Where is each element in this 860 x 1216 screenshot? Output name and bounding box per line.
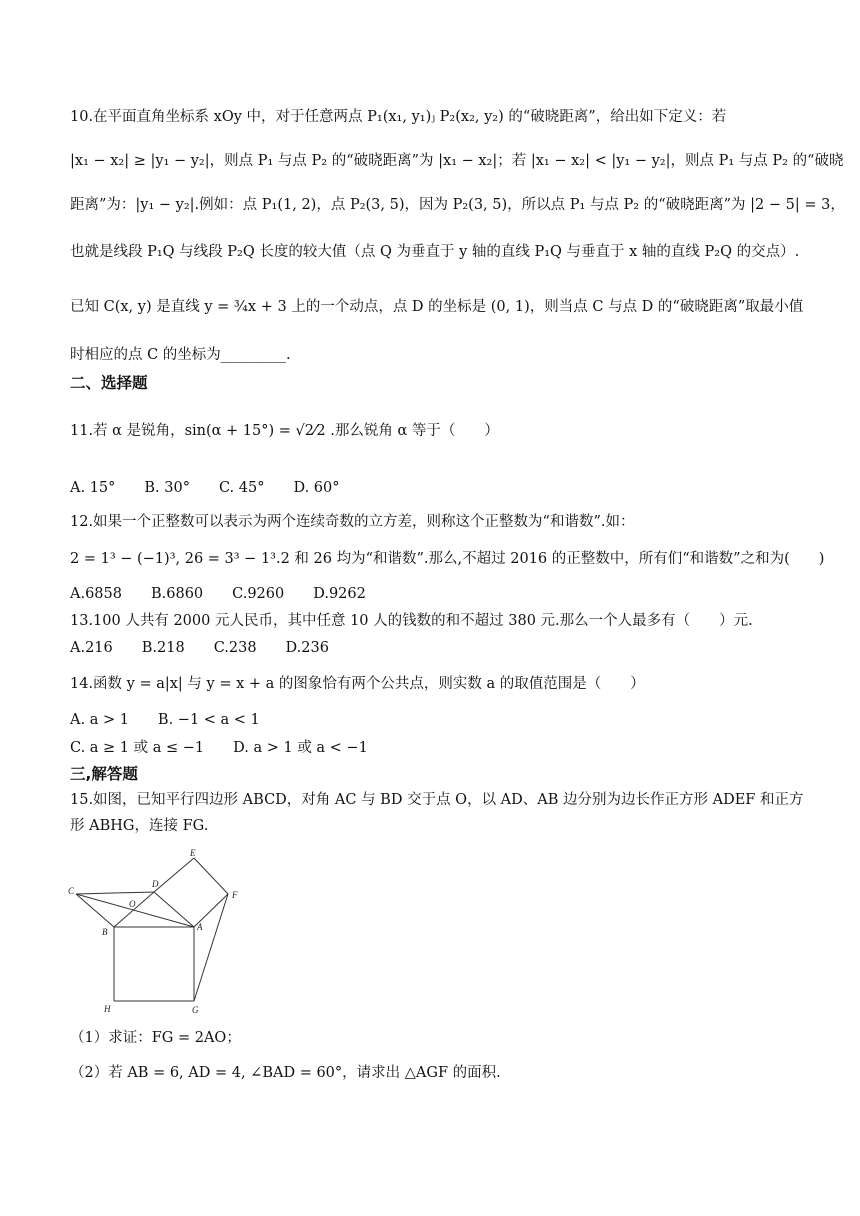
q11-options: A. 15° B. 30° C. 45° D. 60° (70, 480, 340, 496)
q12-options: A.6858 B.6860 C.9260 D.9262 (70, 586, 366, 602)
q12-line1: 12.如果一个正整数可以表示为两个连续奇数的立方差，则称这个正整数为“和谐数”.如： (70, 514, 635, 530)
q14-options-ab: A. a > 1 B. −1 < a < 1 (70, 712, 260, 728)
q12-line2: 2 = 1³ − (−1)³, 26 = 3³ − 1³.2 和 26 均为“和谐数”.那么,不超过 2016 的正整数中，所有们“和谐数”之和为( ) (70, 551, 825, 567)
q14-stem: 14.函数 y = a|x| 与 y = x + a 的图象恰有两个公共点，则实数 a 的取值范围是（ ） (70, 676, 645, 692)
fig-label-O: O (129, 899, 136, 909)
q10-line6: 时相应的点 C 的坐标为_________. (70, 347, 291, 363)
geometry-figure (66, 848, 256, 1018)
fig-label-B: B (102, 927, 108, 937)
q10-line4: 也就是线段 P₁Q 与线段 P₂Q 长度的较大值（点 Q 为垂直于 y 轴的直线 P₁Q 与垂直于 x 轴的直线 P₂Q 的交点）. (70, 244, 800, 260)
q13-stem: 13.100 人共有 2000 元人民币，其中任意 10 人的钱数的和不超过 380 元.那么一个人最多有（ ）元. (70, 613, 753, 629)
section-heading-choice: 二、选择题 (70, 374, 148, 392)
fig-label-G: G (192, 1005, 199, 1015)
q13-options: A.216 B.218 C.238 D.236 (70, 640, 329, 656)
q10-line3: 距离”为：|y₁ − y₂|.例如：点 P₁(1, 2)，点 P₂(3, 5)，因为 P₂(3, 5)，所以点 P₁ 与点 P₂ 的“破晓距离”为 |2 − 5| = 3， (70, 197, 845, 213)
q10-line1: 10.在平面直角坐标系 xOy 中，对于任意两点 P₁(x₁, y₁)ⱼ P₂(x₂, y₂) 的“破晓距离”，给出如下定义：若 (70, 109, 727, 125)
fig-label-E: E (190, 848, 196, 858)
fig-label-H: H (104, 1004, 111, 1014)
fig-label-D: D (152, 879, 159, 889)
q15-line1: 15.如图，已知平行四边形 ABCD，对角 AC 与 BD 交于点 O，以 AD、AB 边分别为边长作正方形 ADEF 和正方 (70, 792, 804, 808)
q14-options-cd: C. a ≥ 1 或 a ≤ −1 D. a > 1 或 a < −1 (70, 740, 368, 756)
q15-part1: （1）求证：FG = 2AO； (70, 1030, 241, 1046)
fig-label-C: C (68, 886, 75, 896)
fig-label-F: F (232, 890, 238, 900)
q11-stem: 11.若 α 是锐角，sin(α + 15°) = √2⁄2 .那么锐角 α 等于（ ） (70, 423, 499, 439)
section-heading-answer: 三,解答题 (70, 765, 138, 783)
q10-line2: |x₁ − x₂| ≥ |y₁ − y₂|，则点 P₁ 与点 P₂ 的“破晓距离”为 |x₁ − x₂|；若 |x₁ − x₂| < |y₁ − y₂|，则点 P₁ 与点 P₂ 的“破晓 (70, 153, 844, 169)
q10-line5: 已知 C(x, y) 是直线 y = ¾x + 3 上的一个动点，点 D 的坐标是 (0, 1)，则当点 C 与点 D 的“破晓距离”取最小值 (70, 299, 804, 315)
q15-line2: 形 ABHG，连接 FG. (70, 818, 209, 834)
q15-part2: （2）若 AB = 6, AD = 4, ∠BAD = 60°，请求出 △AGF 的面积. (70, 1065, 501, 1081)
fig-label-A: A (197, 922, 203, 932)
